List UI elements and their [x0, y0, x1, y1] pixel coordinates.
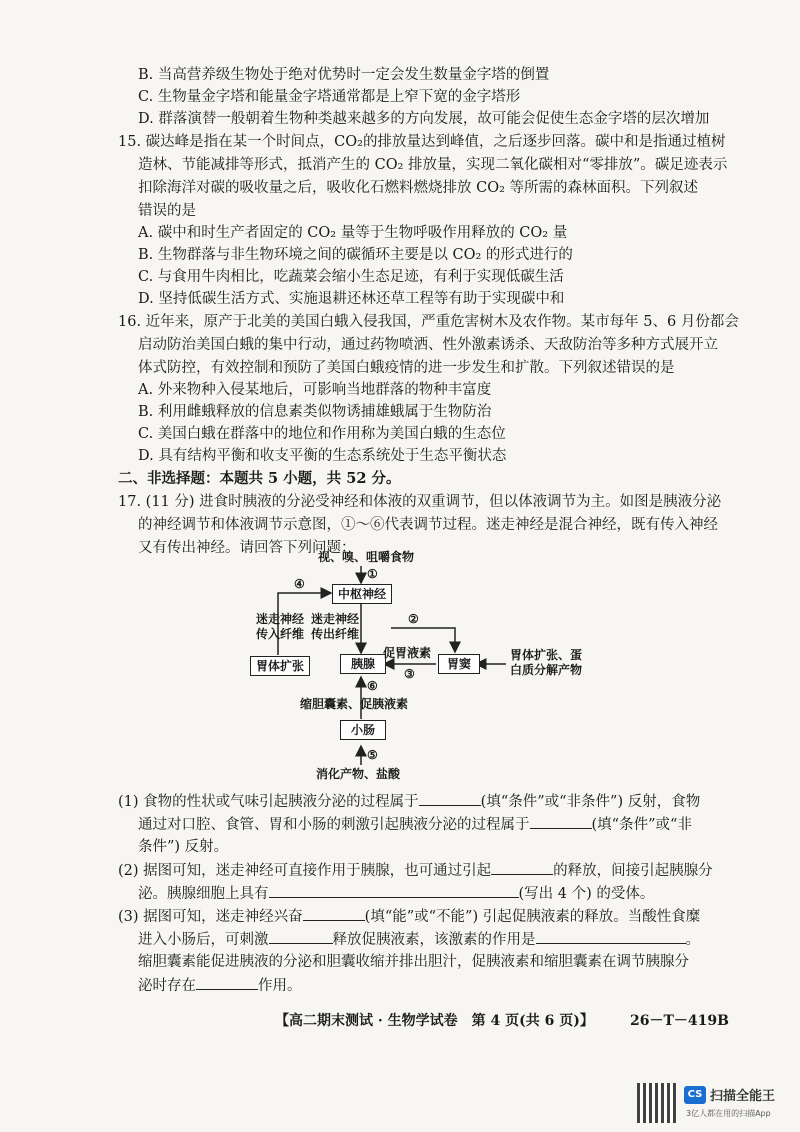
subquestion-1: (1) 食物的性状或气味引起胰液分泌的过程属于 (填“条件”或“非条件”) 反射，食物: [118, 790, 740, 813]
gastric-antrum-box: 胃窦: [438, 654, 480, 674]
answer-blank[interactable]: [536, 928, 686, 944]
question-15-stem: 扣除海洋对碳的吸收量之后，吸收化石燃料燃烧排放 CO₂ 等所需的森林面积。下列叙述: [138, 180, 699, 196]
question-17-stem: 17. (11 分) 进食时胰液的分泌受神经和体液的双重调节，但以体液调节为主。如图是胰液分泌: [118, 494, 722, 510]
question-16-stem: 体式防控，有效控制和预防了美国白蛾疫情的进一步发生和扩散。下列叙述错误的是: [138, 360, 675, 376]
option-line: C. 生物量金字塔和能量金字塔通常都是上窄下宽的金字塔形: [138, 89, 521, 105]
answer-blank[interactable]: [269, 928, 333, 944]
efferent-label-1: 迷走神经: [311, 612, 360, 626]
step-2-label: ②: [408, 612, 419, 626]
subquestion-1-cont: 通过对口腔、食管、胃和小肠的刺激引起胰液分泌的过程属于 (填“条件”或“非: [138, 813, 740, 836]
option-line: B. 当高营养级生物处于绝对优势时一定会发生数量金字塔的倒置: [138, 67, 550, 83]
subquestion-2-cont: 泌。胰腺细胞上具有 (写出 4 个) 的受体。: [138, 882, 740, 905]
food-stimulus-label: 视、嗅、咀嚼食物: [318, 550, 415, 564]
answer-blank[interactable]: [196, 974, 258, 990]
option-line: A. 外来物种入侵某地后，可影响当地群落的物种丰富度: [138, 382, 492, 398]
section-heading: 二、非选择题：本题共 5 小题，共 52 分。: [118, 470, 401, 487]
question-15-stem: 造林、节能减排等形式，抵消产生的 CO₂ 排放量，实现二氧化碳相对“零排放”。碳足迹表示: [138, 157, 728, 173]
antrum-stimulus-label-2: 白质分解产物: [510, 663, 583, 677]
question-16-stem: 16. 近年来，原产于北美的美国白蛾入侵我国，严重危害树木及农作物。某市每年 5、6 月份都会: [118, 314, 739, 330]
afferent-label-1: 迷走神经: [256, 612, 305, 626]
answer-blank[interactable]: [530, 813, 592, 829]
paper-code: 26－T－419B: [630, 1013, 729, 1029]
option-line: A. 碳中和时生产者固定的 CO₂ 量等于生物呼吸作用释放的 CO₂ 量: [138, 225, 568, 241]
page-footer: 【高二期末测试 · 生物学试卷 第 4 页(共 6 页)】: [275, 1013, 594, 1029]
pancreas-box: 胰腺: [340, 654, 386, 674]
question-15-stem: 15. 碳达峰是指在某一个时间点，CO₂的排放量达到峰值，之后逐步回落。碳中和是指通过植树: [118, 134, 726, 150]
digestion-products-label: 消化产物、盐酸: [316, 767, 401, 781]
question-17-stem: 又有传出神经。请回答下列问题：: [138, 540, 356, 556]
answer-blank[interactable]: [269, 882, 519, 898]
subquestion-3-cont: 进入小肠后，可刺激 释放促胰液素，该激素的作用是 。: [138, 928, 740, 951]
efferent-label-2: 传出纤维: [311, 627, 360, 641]
hormone-label: 缩胆囊素、促胰液素: [300, 697, 409, 711]
answer-blank[interactable]: [419, 790, 481, 806]
afferent-label-2: 传入纤维: [256, 627, 305, 641]
camscanner-logo-icon: CS: [684, 1086, 706, 1104]
option-line: C. 与食用牛肉相比，吃蔬菜会缩小生态足迹，有利于实现低碳生活: [138, 269, 564, 285]
subquestion-1-cont: 条件”) 反射。: [138, 839, 229, 855]
central-nervous-box: 中枢神经: [332, 584, 392, 604]
step-1-label: ①: [367, 567, 378, 581]
question-16-stem: 启动防治美国白蛾的集中行动，通过药物喷洒、性外激素诱杀、天敌防治等多种方式展开立: [138, 337, 718, 353]
subquestion-2: (2) 据图可知，迷走神经可直接作用于胰腺，也可通过引起 的释放，间接引起胰腺分: [118, 859, 740, 882]
option-line: D. 坚持低碳生活方式、实施退耕还林还草工程等有助于实现碳中和: [138, 291, 565, 307]
step-4-label: ④: [294, 577, 305, 591]
answer-blank[interactable]: [491, 859, 553, 875]
option-line: D. 具有结构平衡和收支平衡的生态系统处于生态平衡状态: [138, 448, 507, 464]
answer-blank[interactable]: [303, 905, 365, 921]
camscanner-tagline: 3亿人都在用的扫描App: [686, 1109, 771, 1118]
option-line: C. 美国白蛾在群落中的地位和作用称为美国白蛾的生态位: [138, 426, 506, 442]
subquestion-3: (3) 据图可知，迷走神经兴奋 (填“能”或“不能”) 引起促胰液素的释放。当酸性食糜: [118, 905, 740, 928]
question-15-stem: 错误的是: [138, 203, 196, 219]
camscanner-name: 扫描全能王: [710, 1089, 776, 1104]
step-6-label: ⑥: [367, 679, 378, 693]
subquestion-3-cont: 泌时存在 作用。: [138, 974, 740, 997]
small-intestine-box: 小肠: [340, 720, 386, 740]
subquestion-3-cont: 缩胆囊素能促进胰液的分泌和胆囊收缩并排出胆汁，促胰液素和缩胆囊素在调节胰腺分: [138, 954, 689, 970]
option-line: B. 生物群落与非生物环境之间的碳循环主要是以 CO₂ 的形式进行的: [138, 247, 573, 263]
question-17-stem: 的神经调节和体液调节示意图，①～⑥代表调节过程。迷走神经是混合神经，既有传入神经: [138, 517, 718, 533]
qr-code-icon: [637, 1083, 677, 1123]
step-3-label: ③: [404, 667, 415, 681]
gastrin-label: 促胃液素: [383, 646, 432, 660]
step-5-label: ⑤: [367, 748, 378, 762]
option-line: B. 利用雌蛾释放的信息素类似物诱捕雄蛾属于生物防治: [138, 404, 492, 420]
stomach-expand-box: 胃体扩张: [250, 656, 310, 676]
option-line: D. 群落演替一般朝着生物种类越来越多的方向发展，故可能会促使生态金字塔的层次增加: [138, 111, 710, 127]
antrum-stimulus-label-1: 胃体扩张、蛋: [510, 648, 583, 662]
